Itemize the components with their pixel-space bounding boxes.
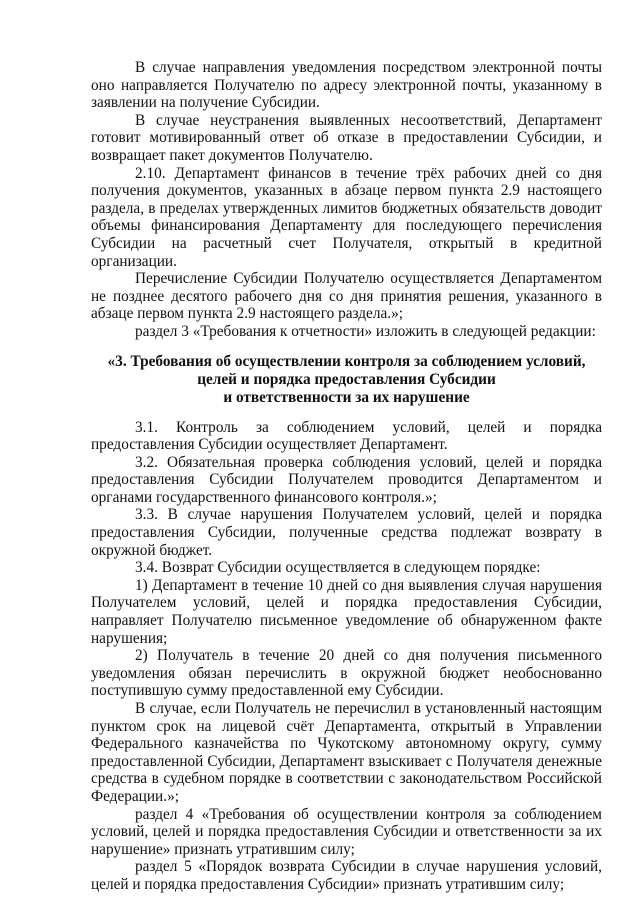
paragraph-transfer: Перечисление Субсидии Получателю осуществляется Департаментом не позднее десятого рабочего дня со дня принятия решения, указанного в абзаце первом пункта 2.9 настоящего раздела.»;	[91, 270, 602, 323]
paragraph-3-3: 3.3. В случае нарушения Получателем условий, целей и порядка предоставления Субсидии, полученные средства подлежат возврату в окружной бюджет.	[91, 506, 602, 559]
paragraph-item-1: 1) Департамент в течение 10 дней со дня выявления случая нарушения Получателем условий, целей и порядка предоставления Субсидии, направляет Получателю письменное уведомление об обнаруженном факте нарушения;	[91, 576, 602, 647]
paragraph-3-2: 3.2. Обязательная проверка соблюдения условий, целей и порядка предоставления Субсидии Получателем проводится Департаментом и органами государственного финансового контроля.»;	[91, 453, 602, 506]
paragraph-recovery: В случае, если Получатель не перечислил в установленный настоящим пунктом срок на лицевой счёт Департамента, открытый в Управлении Федерального казначейства по Чукотскому автономному округу, сумму предоставленной Субсидии, Департамент взыскивает с Получателя денежные средства в судебном порядке в соответствии с законодательством Российской Федерации.»;	[91, 700, 602, 805]
paragraph-email-notice: В случае направления уведомления посредством электронной почты оно направляется Получателю по адресу электронной почты, указанному в заявлении на получение Субсидии.	[91, 59, 602, 112]
paragraph-section-3-intro: раздел 3 «Требования к отчетности» изложить в следующей редакции:	[135, 322, 596, 340]
paragraph-section-5: раздел 5 «Порядок возврата Субсидии в случае нарушения условий, целей и порядка предоставления Субсидии» признать утратившим силу;	[91, 858, 602, 893]
heading-line-2: целей и порядка предоставления Субсидии	[197, 370, 496, 388]
paragraph-refusal: В случае неустранения выявленных несоответствий, Департамент готовит мотивированный ответ об отказе в предоставлении Субсидии, и возвращает пакет документов Получателю.	[91, 111, 602, 164]
paragraph-item-2: 2) Получатель в течение 20 дней со дня получения письменного уведомления обязан перечислить в окружной бюджет необоснованно поступившую сумму предоставленной ему Субсидии.	[91, 647, 602, 700]
paragraph-3-1: 3.1. Контроль за соблюдением условий, целей и порядка предоставления Субсидии осуществляет Департамент.	[91, 418, 602, 454]
heading-line-3: и ответственности за их нарушение	[223, 388, 470, 406]
paragraph-2-10: 2.10. Департамент финансов в течение трёх рабочих дней со дня получения документов, указанных в абзаце первом пункта 2.9 настоящего раздела, в пределах утвержденных лимитов бюджетных обязательств доводит объемы финансирования Департаменту для последующего перечисления Субсидии на расчетный счет Получателя, открытый в кредитной организации.	[91, 164, 602, 270]
paragraph-3-4: 3.4. Возврат Субсидии осуществляется в следующем порядке:	[135, 559, 541, 577]
heading-line-1: «3. Требования об осуществлении контроля за соблюдением условий,	[107, 352, 586, 370]
section-heading	[91, 353, 602, 407]
paragraph-section-4: раздел 4 «Требования об осуществлении контроля за соблюдением условий, целей и порядка предоставления Субсидии и ответственности за их нарушение» признать утратившим силу;	[91, 805, 602, 858]
